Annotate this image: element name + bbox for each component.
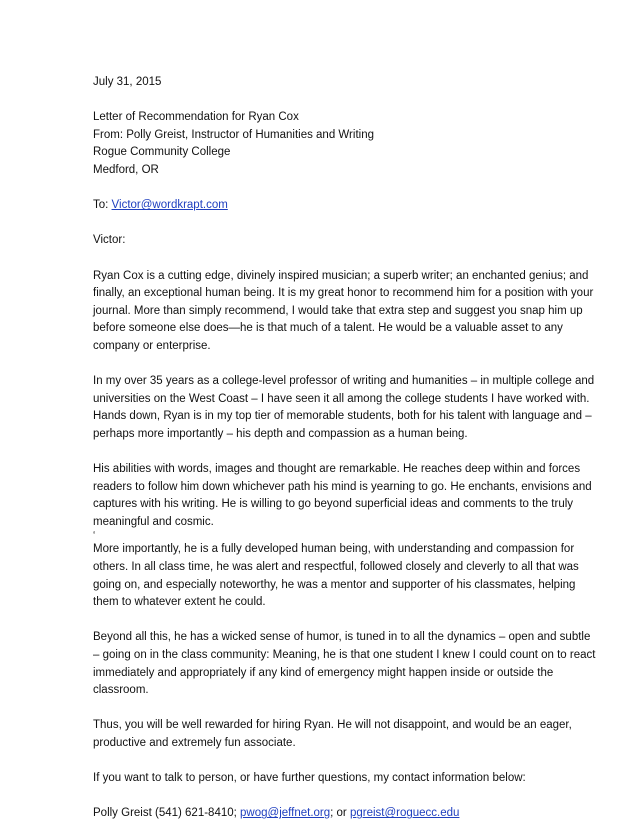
paragraph-intro (93, 268, 598, 356)
paragraph-text: If you want to talk to person, or have further questions, my contact information below: (93, 772, 526, 785)
recipient-line (93, 197, 598, 215)
paragraph-character (93, 541, 598, 611)
header-institution: Rogue Community College (93, 146, 231, 159)
paragraph-text: Thus, you will be well rewarded for hiring Ryan. He will not disappoint, and would be an eager, productive and extremely fun associate. (93, 719, 572, 749)
paragraph-humor (93, 629, 598, 699)
letter-date (93, 74, 598, 92)
salutation (93, 232, 598, 250)
paragraph-text: Beyond all this, he has a wicked sense of humor, is tuned in to all the dynamics – open and subtle – going on in the class community: Meaning, he is that one student I knew I could count on to react immediately and appropriately if any kind of emergency might happen inside or outside the classroom. (93, 631, 596, 697)
contact-email-link-2[interactable]: pgreist@roguecc.edu (349, 807, 460, 820)
salutation-text: Victor: (93, 234, 126, 247)
to-label: To: (93, 199, 112, 212)
paragraph-contact-intro (93, 770, 598, 788)
recipient-email-link[interactable]: Victor@wordkrapt.com (111, 199, 228, 212)
paragraph-text: More importantly, he is a fully developed human being, with understanding and compassion for others. In all class time, he was alert and respectful, followed closely and cleverly to all that was going on, and especially noteworthy, he was a mentor and supporter of his classmates, helping them to whatever extent he could. (93, 543, 579, 609)
paragraph-abilities (93, 461, 598, 541)
header-subject: Letter of Recommendation for Ryan Cox (93, 111, 299, 124)
contact-line (93, 805, 598, 823)
paragraph-text: His abilities with words, images and thought are remarkable. He reaches deep within and forces readers to follow him down whichever path his mind is yearning to go. He enchants, envisions and captures with his writing. He is willing to go beyond superficial ideas and comments to the truly meaningful and cosmic. (93, 463, 592, 528)
paragraph-text: Ryan Cox is a cutting edge, divinely inspired musician; a superb writer; an enchanted genius; and finally, an exceptional human being. It is my great honor to recommend him for a position with your journal. More than simply recommend, I would take that extra step and suggest you snap him up before someone else does—he is that much of a talent. He would be a valuable asset to any company or enterprise. (93, 269, 594, 352)
contact-name-phone: Polly Greist (541) 621-8410; (93, 807, 241, 820)
contact-email-link-1[interactable]: pwog@jeffnet.org (240, 807, 331, 820)
paragraph-text: In my over 35 years as a college-level professor of writing and humanities – in multiple college and universities on the West Coast – I have seen it all among the college students I have worked with. Hands down, Ryan is in my top tier of memorable students, both for his talent with language and – perhaps more importantly – his depth and compassion as a human being. (93, 375, 595, 440)
paragraph-conclusion (93, 717, 598, 752)
paragraph-experience (93, 373, 598, 443)
header-location: Medford, OR (93, 163, 159, 176)
contact-separator: ; or (330, 807, 350, 820)
header-from: From: Polly Greist, Instructor of Humanities and Writing (93, 128, 374, 141)
date-text: July 31, 2015 (93, 76, 162, 88)
stray-mark: ‘ (93, 530, 96, 542)
letter-header (93, 109, 598, 179)
